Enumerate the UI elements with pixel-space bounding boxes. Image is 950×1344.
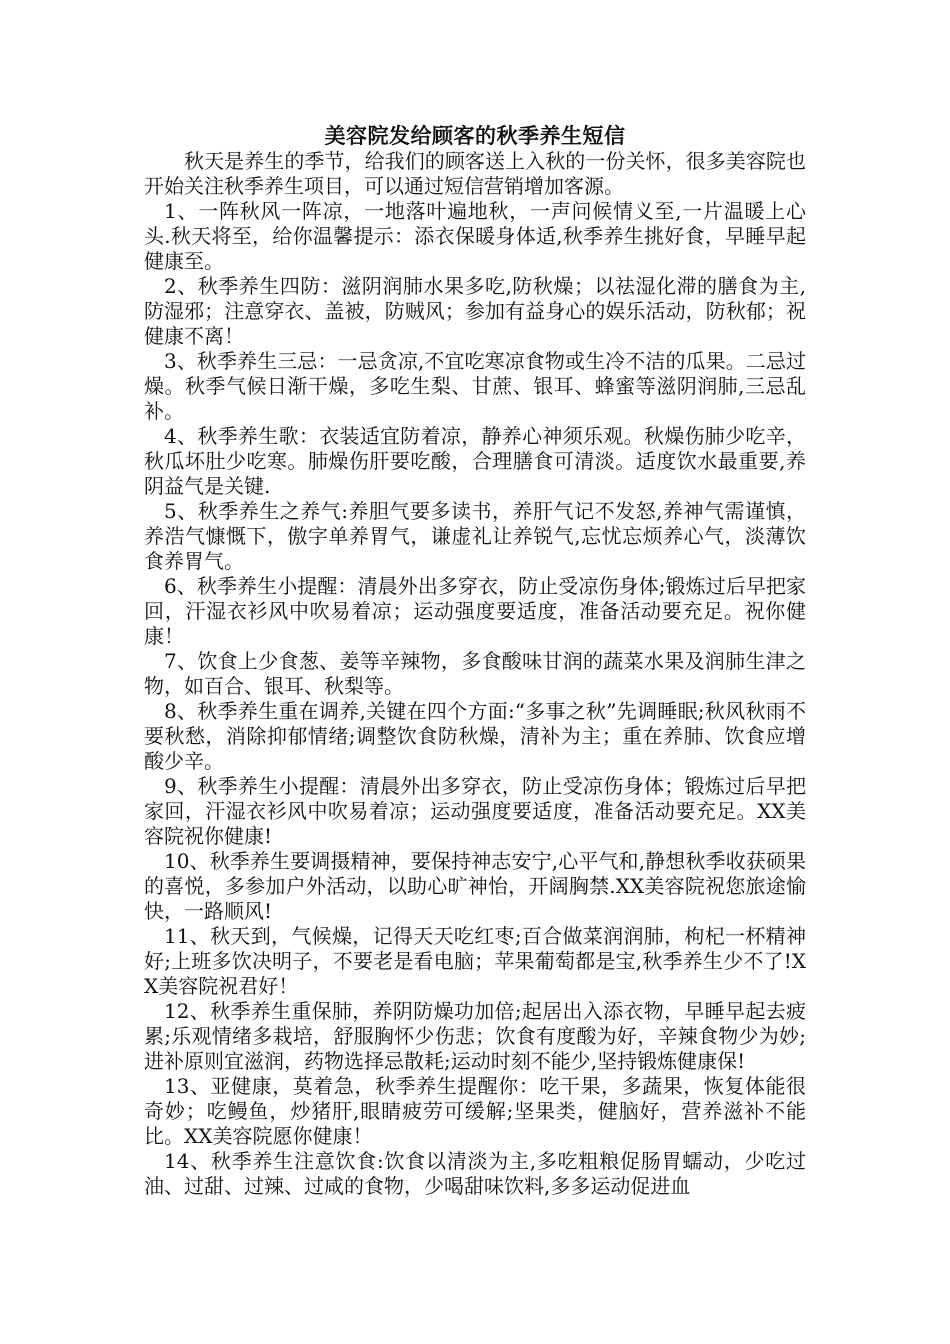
tip-item-4: 4、秋季养生歌：衣装适宜防着凉，静养心神须乐观。秋燥伤肺少吃辛，秋瓜坏肚少吃寒。肺燥伤肝要吃酸，合理膳食可清淡。适度饮水最重要,养阴益气是关键. xyxy=(144,424,806,498)
document-title: 美容院发给顾客的秋季养生短信 xyxy=(324,123,626,148)
tip-item-10: 10、秋季养生要调摄精神，要保持神志安宁,心平气和,静想秋季收获硕果的喜悦，多参加户外活动，以助心旷神怡，开阔胸禁.XX美容院祝您旅途愉快，一路顺风! xyxy=(144,849,806,923)
tip-item-6: 6、秋季养生小提醒：清晨外出多穿衣，防止受凉伤身体;锻炼过后早把家回，汗湿衣衫风中吹易着凉；运动强度要适度，准备活动要充足。祝你健康！ xyxy=(144,574,806,648)
tip-item-5: 5、秋季养生之养气:养胆气要多读书，养肝气记不发怒,养神气需谨慎，养浩气慷慨下，傲字单养胃气，谦虚礼让养锐气,忘忧忘烦养心气，淡薄饮食养胃气。 xyxy=(144,499,806,573)
tip-item-12: 12、秋季养生重保肺，养阴防燥功加倍;起居出入添衣物，早睡早起去疲累;乐观情绪多栽培，舒服胸怀少伤悲；饮食有度酸为好，辛辣食物少为妙;进补原则宜滋润，药物选择忌散耗;运动时刻不能少,坚持锻炼健康保! xyxy=(144,999,806,1073)
tip-item-3: 3、秋季养生三忌：一忌贪凉,不宜吃寒凉食物或生冷不洁的瓜果。二忌过燥。秋季气候日渐干燥，多吃生梨、甘蔗、银耳、蜂蜜等滋阴润肺,三忌乱补。 xyxy=(144,349,806,423)
tip-item-13: 13、亚健康，莫着急，秋季养生提醒你：吃干果，多蔬果，恢复体能很奇妙；吃鳗鱼，炒猪肝,眼睛疲劳可缓解;坚果类，健脑好，营养滋补不能比。XX美容院愿你健康！ xyxy=(144,1074,806,1148)
tip-item-7: 7、饮食上少食葱、姜等辛辣物，多食酸味甘润的蔬菜水果及润肺生津之物，如百合、银耳、秋梨等。 xyxy=(144,649,806,698)
tip-item-11: 11、秋天到，气候燥，记得天天吃红枣;百合做菜润润肺，枸杞一杯精神好;上班多饮决明子，不要老是看电脑；苹果葡萄都是宝,秋季养生少不了!XX美容院祝君好！ xyxy=(144,924,806,998)
document-body xyxy=(144,123,806,1199)
tip-item-2: 2、秋季养生四防：滋阴润肺水果多吃,防秋燥；以祛湿化滞的膳食为主,防湿邪；注意穿衣、盖被，防贼风；参加有益身心的娱乐活动，防秋郁；祝健康不离！ xyxy=(144,274,806,348)
tip-item-9: 9、秋季养生小提醒：清晨外出多穿衣，防止受凉伤身体；锻炼过后早把家回，汗湿衣衫风中吹易着凉；运动强度要适度，准备活动要充足。XX美容院祝你健康! xyxy=(144,774,806,848)
intro-paragraph: 秋天是养生的季节，给我们的顾客送上入秋的一份关怀，很多美容院也开始关注秋季养生项目，可以通过短信营销增加客源。 xyxy=(144,149,806,198)
tip-item-1: 1、一阵秋风一阵凉，一地落叶遍地秋，一声问候情义至,一片温暖上心头.秋天将至，给你温馨提示：添衣保暖身体适,秋季养生挑好食，早睡早起健康至。 xyxy=(144,199,806,273)
tip-item-8: 8、秋季养生重在调养,关键在四个方面:“多事之秋”先调睡眠;秋风秋雨不要秋愁，消除抑郁情绪;调整饮食防秋燥，清补为主；重在养肺、饮食应增酸少辛。 xyxy=(144,699,806,773)
tip-item-14: 14、秋季养生注意饮食:饮食以清淡为主,多吃粗粮促肠胃蠕动，少吃过油、过甜、过辣、过咸的食物，少喝甜味饮料,多多运动促进血 xyxy=(144,1149,806,1198)
